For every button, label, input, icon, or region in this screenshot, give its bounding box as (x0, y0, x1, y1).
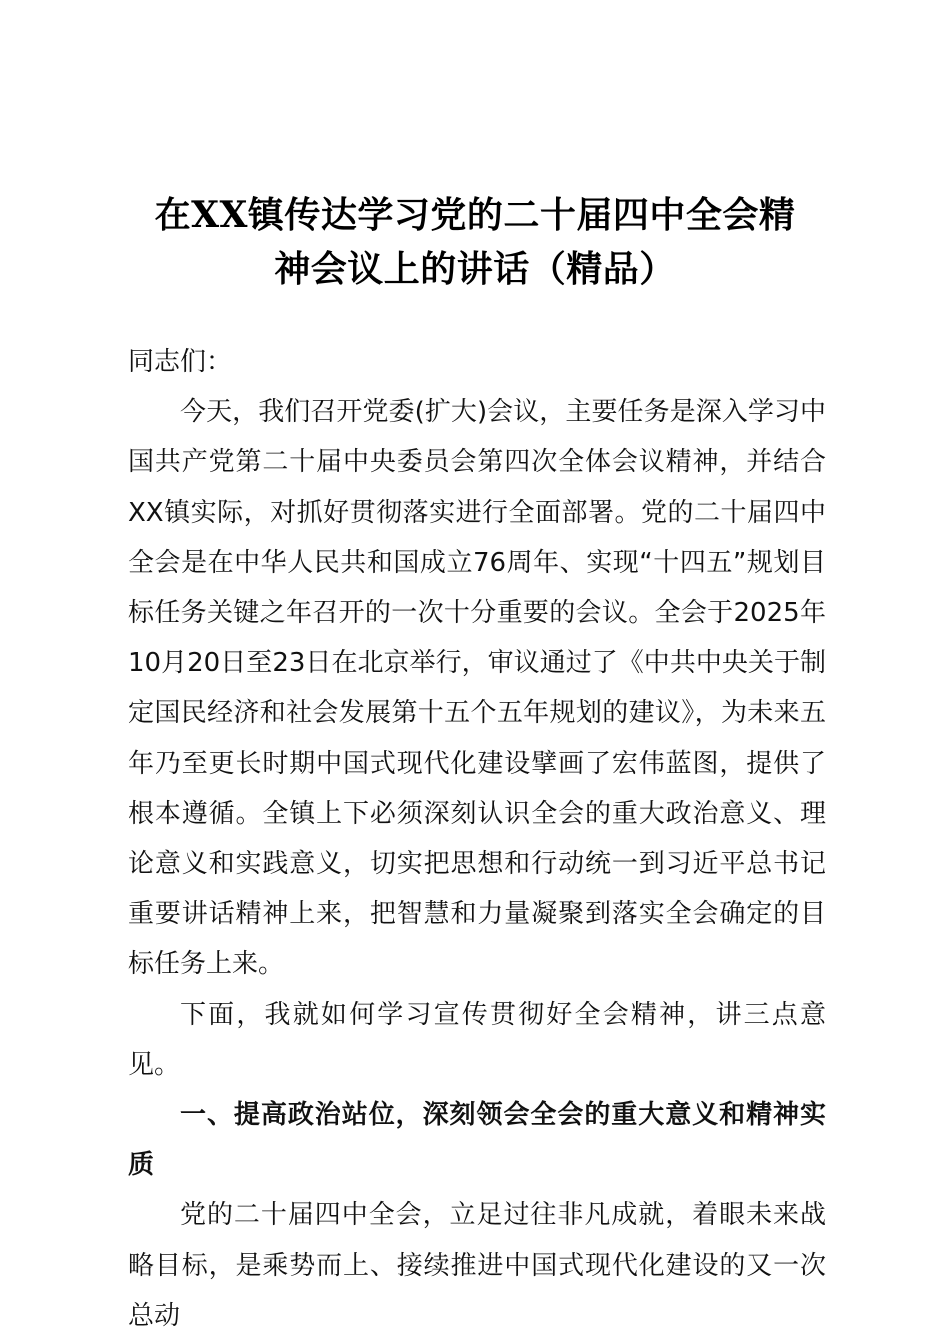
title-line-1: 在XX镇传达学习党的二十届四中全会精 (154, 194, 796, 236)
salutation: 同志们： (128, 347, 233, 377)
document-body (128, 337, 826, 1341)
section-1-paragraph: 党的二十届四中全会，立足过往非凡成就，着眼未来战略目标，是乘势而上、接续推进中国式现代化建设的又一次总动 (128, 1200, 826, 1331)
paragraph-transition: 下面，我就如何学习宣传贯彻好全会精神，讲三点意见。 (128, 999, 826, 1080)
title-line-2: 神会议上的讲话（精品） (274, 248, 676, 290)
paragraph-intro: 今天，我们召开党委(扩大)会议，主要任务是深入学习中国共产党第二十届中央委员会第四次全体会议精神，并结合XX镇实际，对抓好贯彻落实进行全面部署。党的二十届四中全会是在中华人民共和国成立76周年、实现“十四五”规划目标任务关键之年召开的一次十分重要的会议。全会于2025年10月20日至23日在北京举行，审议通过了《中共中央关于制定国民经济和社会发展第十五个五年规划的建议》，为未来五年乃至更长时期中国式现代化建设擘画了宏伟蓝图，提供了根本遵循。全镇上下必须深刻认识全会的重大政治意义、理论意义和实践意义，切实把思想和行动统一到习近平总书记重要讲话精神上来，把智慧和力量凝聚到落实全会确定的目标任务上来。 (128, 397, 826, 980)
document-title (128, 188, 822, 296)
section-heading-1: 一、提高政治站位，深刻领会全会的重大意义和精神实质 (128, 1100, 826, 1181)
